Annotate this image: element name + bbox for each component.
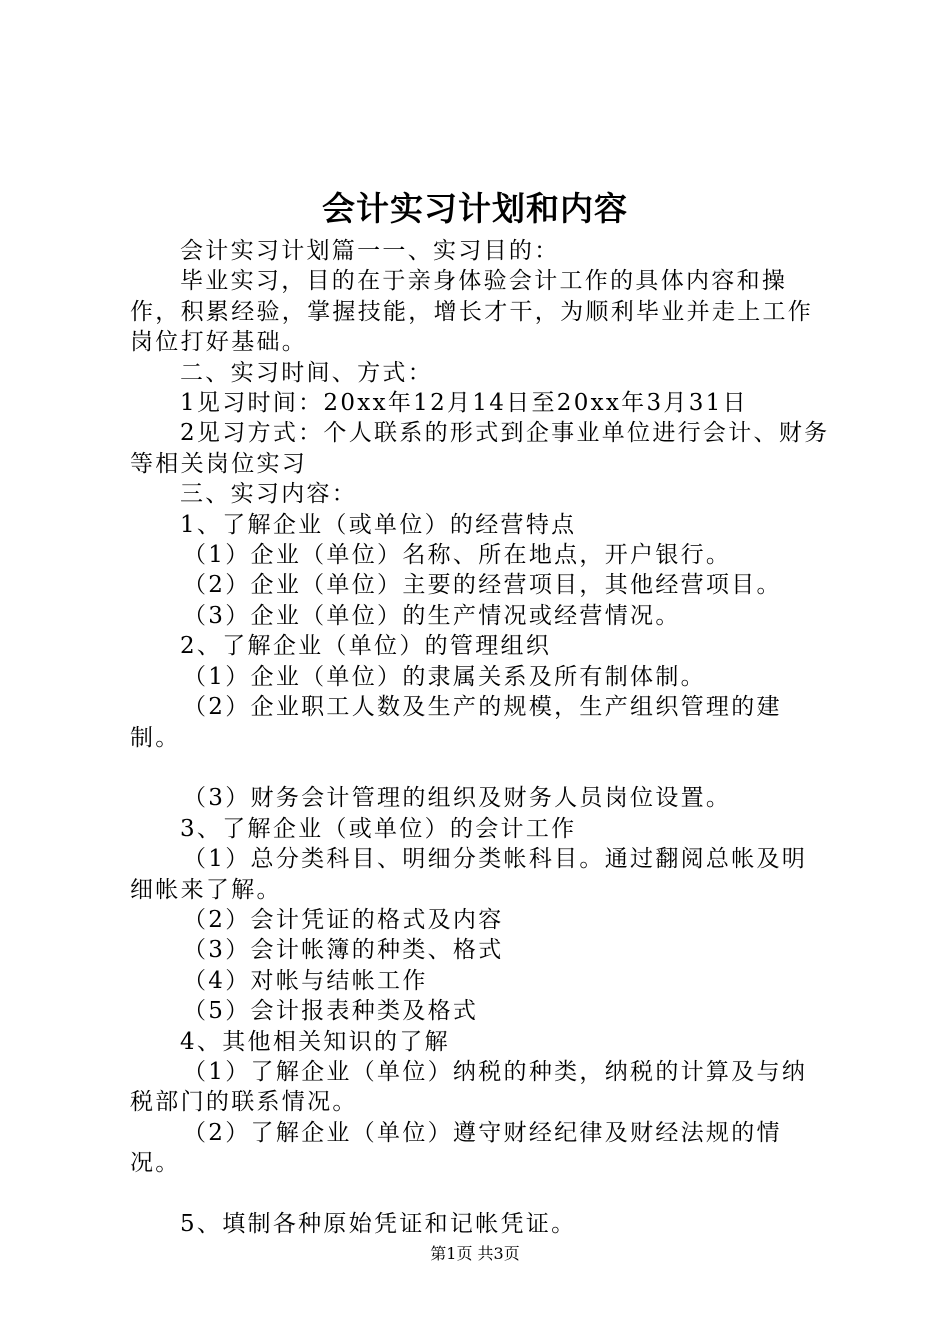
- paragraph: （1）了解企业（单位）纳税的种类，纳税的计算及与纳税部门的联系情况。: [130, 1058, 808, 1116]
- paragraph: （1）企业（单位）的隶属关系及所有制体制。: [183, 663, 706, 690]
- paragraph: （2）会计凭证的格式及内容: [183, 906, 504, 933]
- document-body: [130, 236, 830, 1239]
- paragraph: （3）财务会计管理的组织及财务人员岗位设置。: [183, 785, 732, 812]
- paragraph: （4）对帐与结帐工作: [183, 967, 428, 994]
- paragraph: （2）企业职工人数及生产的规模，生产组织管理的建制。: [130, 694, 782, 751]
- paragraph: 会计实习计划篇一一、实习目的：: [180, 238, 560, 264]
- paragraph: 2见习方式：个人联系的形式到企事业单位进行会计、财务等相关岗位实习: [130, 420, 830, 477]
- paragraph: （2）企业（单位）主要的经营项目，其他经营项目。: [183, 572, 782, 599]
- paragraph: 三、实习内容：: [180, 481, 358, 508]
- paragraph: 2、了解企业（单位）的管理组织: [180, 633, 552, 660]
- paragraph: 二、实习时间、方式：: [180, 359, 433, 386]
- paragraph: 1、了解企业（或单位）的经营特点: [180, 511, 577, 538]
- page-footer: 第1页 共3页: [430, 1244, 520, 1263]
- paragraph: （3）企业（单位）的生产情况或经营情况。: [183, 602, 681, 629]
- paragraph: （1）企业（单位）名称、所在地点，开户银行。: [183, 542, 732, 569]
- paragraph: （5）会计报表种类及格式: [183, 998, 479, 1025]
- paragraph: （2）了解企业（单位）遵守财经纪律及财经法规的情况。: [130, 1119, 782, 1177]
- paragraph: （3）会计帐簿的种类、格式: [183, 937, 504, 964]
- paragraph: 1见习时间：20xx年12月14日至20xx年3月31日: [180, 390, 748, 417]
- paragraph: 5、填制各种原始凭证和记帐凭证。: [180, 1210, 577, 1237]
- paragraph: （1）总分类科目、明细分类帐科目。通过翻阅总帐及明细帐来了解。: [130, 846, 808, 903]
- page-title: 会计实习计划和内容: [322, 189, 628, 228]
- paragraph: 3、了解企业（或单位）的会计工作: [180, 815, 577, 842]
- paragraph: 毕业实习，目的在于亲身体验会计工作的具体内容和操作，积累经验，掌握技能，增长才干，为顺利毕业并走上工作岗位打好基础。: [130, 268, 814, 356]
- paragraph: 4、其他相关知识的了解: [180, 1028, 450, 1055]
